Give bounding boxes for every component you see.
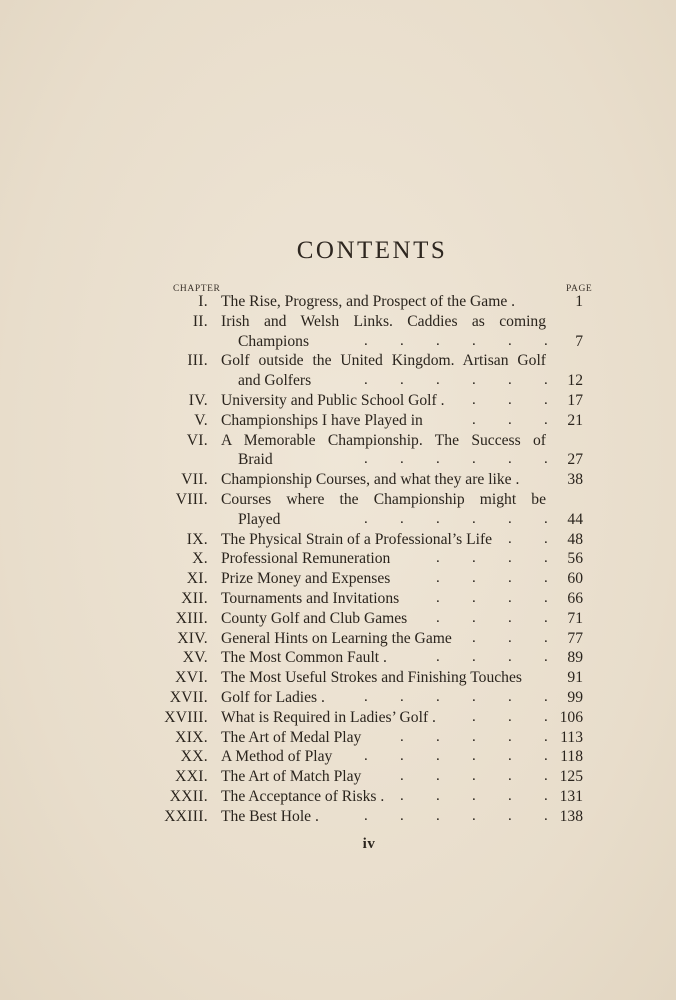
toc-line [0,450,676,470]
toc-line [0,787,676,807]
chapter-title: Championship Courses, and what they are like . [221,471,520,489]
leader-dot: . [472,570,476,587]
chapter-title: Championships I have Played in [221,411,423,429]
toc-entry [0,807,676,827]
leader-dot: . [544,609,548,626]
leader-dot: . [400,332,404,349]
chapter-column-header: CHAPTER [173,284,221,294]
leader-dot: . [364,372,368,389]
toc-entry [0,747,676,767]
toc-line [0,609,676,629]
leader-dot: . [508,649,512,666]
leader-dot: . [472,550,476,567]
chapter-number: XVII. [169,688,208,706]
leader-dot: . [508,510,512,527]
leader-dot: . [472,629,476,646]
leader-dot: . [544,649,548,666]
page-number: 56 [567,550,583,568]
leader-dot: . [400,510,404,527]
chapter-title: Golf for Ladies . [221,688,325,706]
chapter-title: Prize Money and Expenses [221,570,391,588]
chapter-number: XX. [180,748,208,766]
chapter-title: Braid [238,451,273,469]
chapter-number: I. [198,293,208,310]
leader-dot: . [544,787,548,804]
leader-dot: . [436,768,440,785]
leader-dot: . [436,748,440,765]
table-of-contents [0,292,676,827]
page-folio: iv [362,836,376,852]
page-number: 21 [567,411,583,429]
leader-dot: . [544,332,548,349]
page-number: 131 [559,787,583,805]
toc-entry [0,787,676,807]
leader-dot: . [544,411,548,428]
leader-dot: . [400,748,404,765]
leader-dot: . [436,728,440,745]
toc-entry [0,391,676,411]
toc-line [0,728,676,748]
toc-line [0,747,676,767]
leader-dot: . [508,787,512,804]
page-number: 44 [567,510,583,528]
toc-line [0,371,676,391]
toc-line [0,431,676,451]
chapter-title: The Physical Strain of a Professional’s Life [221,530,493,548]
toc-line [0,470,676,490]
chapter-number: III. [187,352,208,370]
chapter-number: XIII. [175,609,208,627]
toc-line [0,510,676,530]
chapter-number: VIII. [175,490,208,508]
chapter-number: IV. [188,391,208,409]
toc-entry [0,648,676,668]
toc-line [0,589,676,609]
leader-dot: . [364,332,368,349]
chapter-number: VII. [181,471,208,489]
leader-dot: . [508,688,512,705]
leader-dot: . [436,332,440,349]
leader-dot: . [364,748,368,765]
chapter-number: X. [192,550,208,568]
chapter-title: University and Public School Golf . [221,391,445,409]
page-number: 106 [559,708,583,726]
leader-dot: . [472,391,476,408]
leader-dot: . [544,550,548,567]
leader-dot: . [472,451,476,468]
leader-dot: . [436,451,440,468]
page-number: 89 [567,649,583,667]
chapter-title: A Method of Play [221,748,333,766]
leader-dot: . [472,609,476,626]
toc-line [0,807,676,827]
page-number: 17 [567,391,583,409]
toc-entry [0,728,676,748]
leader-dot: . [508,728,512,745]
chapter-title: Irish and Welsh Links. Caddies as coming [221,312,546,330]
leader-dot: . [508,768,512,785]
chapter-title: General Hints on Learning the Game [221,629,452,647]
toc-line [0,668,676,688]
page-number: 99 [567,688,583,706]
chapter-number: V. [194,411,208,429]
chapter-title: Champions [238,332,310,350]
page-number: 77 [567,629,583,647]
leader-dot: . [436,609,440,626]
leader-dot: . [544,570,548,587]
chapter-number: VI. [186,431,208,449]
page-number: 60 [567,570,583,588]
chapter-title: The Art of Medal Play [221,728,362,746]
chapter-title: Golf outside the United Kingdom. Artisan Golf [221,352,546,370]
toc-entry [0,767,676,787]
leader-dot: . [508,451,512,468]
leader-dot: . [436,688,440,705]
leader-dot: . [544,807,548,824]
toc-entry [0,629,676,649]
leader-dot: . [472,728,476,745]
chapter-title: Professional Remuneration [221,550,391,568]
chapter-title: County Golf and Club Games [221,609,408,627]
leader-dot: . [544,688,548,705]
chapter-title: The Art of Match Play [221,768,362,786]
chapter-title: Played [238,510,281,528]
toc-entry [0,470,676,490]
toc-entry [0,609,676,629]
page-number: 27 [567,451,583,469]
leader-dot: . [472,748,476,765]
toc-entry [0,411,676,431]
chapter-number: XIV. [177,629,208,647]
leader-dot: . [472,768,476,785]
page-number: 71 [567,609,583,627]
leader-dot: . [508,530,512,547]
leader-dot: . [544,589,548,606]
leader-dot: . [472,411,476,428]
leader-dot: . [472,688,476,705]
leader-dot: . [544,510,548,527]
toc-line [0,549,676,569]
toc-line [0,391,676,411]
leader-dot: . [400,807,404,824]
toc-line [0,411,676,431]
toc-line [0,708,676,728]
toc-line [0,688,676,708]
leader-dot: . [544,530,548,547]
leader-dot: . [508,372,512,389]
leader-dot: . [436,649,440,666]
toc-entry [0,589,676,609]
chapter-number: XVI. [175,669,208,687]
leader-dot: . [508,550,512,567]
leader-dot: . [508,570,512,587]
chapter-number: XIX. [175,728,208,746]
chapter-title: The Most Common Fault . [221,649,387,667]
leader-dot: . [400,451,404,468]
leader-dot: . [400,688,404,705]
chapter-title: The Acceptance of Risks . [221,787,385,805]
leader-dot: . [544,728,548,745]
toc-entry [0,668,676,688]
chapter-title: and Golfers [238,372,312,390]
page-column-header: PAGE [566,284,593,294]
chapter-number: XI. [186,570,208,588]
leader-dot: . [508,411,512,428]
leader-dot: . [364,807,368,824]
page-number: 66 [567,589,583,607]
chapter-number: XII. [181,589,208,607]
leader-dot: . [436,589,440,606]
leader-dot: . [508,708,512,725]
toc-entry [0,569,676,589]
leader-dot: . [508,332,512,349]
toc-entry [0,549,676,569]
toc-line [0,767,676,787]
toc-entry [0,431,676,471]
chapter-number: XXII. [169,787,208,805]
toc-entry [0,688,676,708]
chapter-title: A Memorable Championship. The Success of [221,431,546,449]
leader-dot: . [472,787,476,804]
page-number: 125 [559,768,583,786]
page-number: 138 [559,807,583,825]
leader-dot: . [544,708,548,725]
toc-line [0,569,676,589]
leader-dot: . [472,708,476,725]
leader-dot: . [400,372,404,389]
leader-dot: . [472,510,476,527]
leader-dot: . [436,570,440,587]
leader-dot: . [472,589,476,606]
leader-dot: . [364,510,368,527]
leader-dot: . [472,332,476,349]
chapter-title: Courses where the Championship might be [221,490,546,508]
chapter-number: XVIII. [164,708,208,726]
leader-dot: . [436,510,440,527]
page-title: CONTENTS [296,237,448,264]
page-number: 38 [567,471,583,489]
leader-dot: . [544,748,548,765]
chapter-title: The Most Useful Strokes and Finishing Touches [221,669,522,687]
toc-line [0,490,676,510]
toc-line [0,332,676,352]
chapter-title: Tournaments and Invitations [221,589,400,607]
page-number: 7 [575,332,583,350]
page-number: 118 [560,748,583,766]
leader-dot: . [364,688,368,705]
page-number: 1 [575,293,583,310]
chapter-number: XV. [182,649,208,667]
toc-line [0,629,676,649]
leader-dot: . [508,391,512,408]
chapter-title: The Rise, Progress, and Prospect of the Game . [221,293,516,310]
leader-dot: . [472,372,476,389]
toc-entry [0,708,676,728]
toc-entry [0,490,676,530]
chapter-number: II. [192,312,208,330]
leader-dot: . [508,748,512,765]
leader-dot: . [508,807,512,824]
toc-line [0,351,676,371]
leader-dot: . [436,787,440,804]
toc-line [0,312,676,332]
toc-line [0,530,676,550]
leader-dot: . [400,787,404,804]
chapter-title: The Best Hole . [221,807,319,825]
leader-dot: . [508,609,512,626]
leader-dot: . [436,550,440,567]
page-number: 91 [567,669,583,687]
leader-dot: . [400,768,404,785]
chapter-number: XXIII. [164,807,208,825]
leader-dot: . [508,629,512,646]
leader-dot: . [544,372,548,389]
leader-dot: . [436,372,440,389]
page-number: 48 [567,530,583,548]
leader-dot: . [472,649,476,666]
toc-entry [0,530,676,550]
toc-entry [0,292,676,312]
leader-dot: . [544,391,548,408]
toc-entry [0,351,676,391]
leader-dot: . [508,589,512,606]
leader-dot: . [544,629,548,646]
toc-entry [0,312,676,352]
leader-dot: . [400,728,404,745]
chapter-number: IX. [186,530,208,548]
leader-dot: . [472,807,476,824]
page-number: 12 [567,372,583,390]
leader-dot: . [544,451,548,468]
toc-line [0,292,676,312]
leader-dot: . [436,807,440,824]
chapter-title: What is Required in Ladies’ Golf . [221,708,436,726]
toc-line [0,648,676,668]
leader-dot: . [364,451,368,468]
leader-dot: . [544,768,548,785]
page-number: 113 [560,728,583,746]
chapter-number: XXI. [175,768,208,786]
